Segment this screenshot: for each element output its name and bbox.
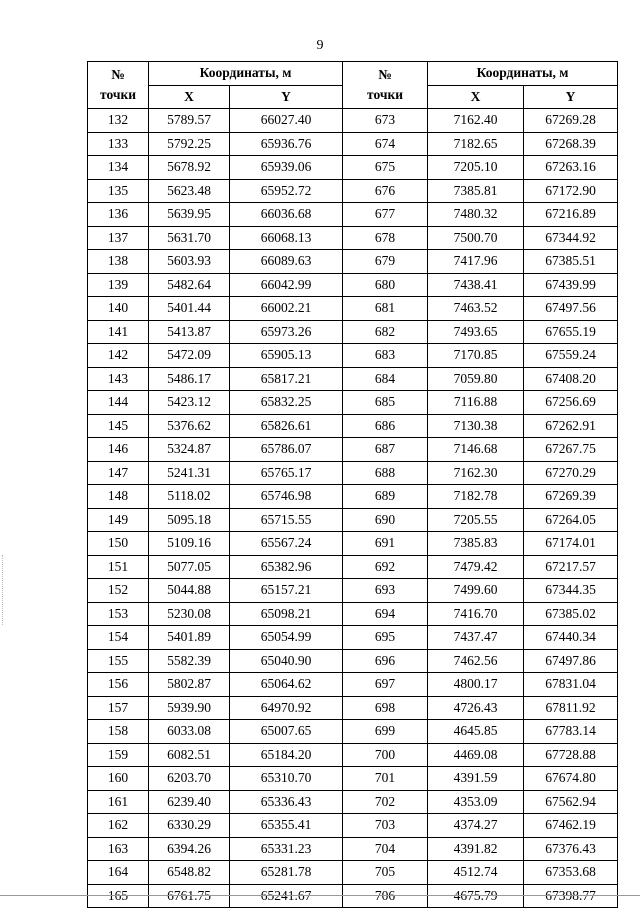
- y-cell-right: 67270.29: [524, 461, 618, 485]
- table-row: [88, 555, 618, 579]
- x-cell-right: 7480.32: [428, 203, 524, 227]
- table-row: [88, 696, 618, 720]
- x-cell: 5401.89: [149, 626, 230, 650]
- x-cell-right: 4645.85: [428, 720, 524, 744]
- point-number-cell: 163: [88, 837, 149, 861]
- y-cell: 66027.40: [230, 109, 343, 133]
- table-row: [88, 649, 618, 673]
- y-cell-right: 67216.89: [524, 203, 618, 227]
- y-cell: 64970.92: [230, 696, 343, 720]
- y-cell: 65567.24: [230, 532, 343, 556]
- point-number-cell-right: 685: [343, 391, 428, 415]
- x-cell-right: 4675.79: [428, 884, 524, 908]
- y-cell-right: 67172.90: [524, 179, 618, 203]
- point-number-cell-right: 674: [343, 132, 428, 156]
- x-cell-right: 7116.88: [428, 391, 524, 415]
- point-number-symbol-right: №: [378, 67, 392, 82]
- y-cell: 65817.21: [230, 367, 343, 391]
- point-number-cell: 151: [88, 555, 149, 579]
- x-cell: 5631.70: [149, 226, 230, 250]
- point-number-cell: 157: [88, 696, 149, 720]
- point-number-word-right: точки: [367, 87, 404, 102]
- y-cell: 66036.68: [230, 203, 343, 227]
- y-cell: 65281.78: [230, 861, 343, 885]
- y-cell-right: 67344.92: [524, 226, 618, 250]
- table-row: [88, 179, 618, 203]
- point-number-cell-right: 682: [343, 320, 428, 344]
- point-number-cell-right: 700: [343, 743, 428, 767]
- point-number-symbol: №: [111, 67, 125, 82]
- point-number-cell: 147: [88, 461, 149, 485]
- x-cell-right: 7146.68: [428, 438, 524, 462]
- y-cell-right: 67398.77: [524, 884, 618, 908]
- point-number-cell: 154: [88, 626, 149, 650]
- table-row: [88, 626, 618, 650]
- x-cell-right: 7130.38: [428, 414, 524, 438]
- x-cell-right: 7182.78: [428, 485, 524, 509]
- y-cell-right: 67728.88: [524, 743, 618, 767]
- y-cell: 65746.98: [230, 485, 343, 509]
- scan-margin-mark: [2, 555, 5, 625]
- x-cell-right: 7205.55: [428, 508, 524, 532]
- point-number-cell-right: 681: [343, 297, 428, 321]
- y-cell-right: 67385.02: [524, 602, 618, 626]
- table-row: [88, 485, 618, 509]
- table-row: [88, 109, 618, 133]
- x-cell: 5324.87: [149, 438, 230, 462]
- y-cell: 65765.17: [230, 461, 343, 485]
- x-cell: 6203.70: [149, 767, 230, 791]
- x-cell: 5639.95: [149, 203, 230, 227]
- x-cell-right: 7438.41: [428, 273, 524, 297]
- point-number-cell: 149: [88, 508, 149, 532]
- x-cell-right: 4469.08: [428, 743, 524, 767]
- y-cell: 66042.99: [230, 273, 343, 297]
- table-row: [88, 320, 618, 344]
- table-row: [88, 438, 618, 462]
- x-header-right: X: [428, 85, 524, 109]
- point-number-cell: 140: [88, 297, 149, 321]
- table-row: [88, 837, 618, 861]
- point-number-cell: 132: [88, 109, 149, 133]
- y-cell-right: 67267.75: [524, 438, 618, 462]
- table-row: [88, 532, 618, 556]
- x-cell-right: 4391.59: [428, 767, 524, 791]
- table-row: [88, 743, 618, 767]
- y-cell: 65054.99: [230, 626, 343, 650]
- table-row: [88, 508, 618, 532]
- x-cell: 5939.90: [149, 696, 230, 720]
- x-cell: 5789.57: [149, 109, 230, 133]
- point-number-cell-right: 694: [343, 602, 428, 626]
- table-row: [88, 132, 618, 156]
- point-number-cell: 142: [88, 344, 149, 368]
- point-number-cell: 135: [88, 179, 149, 203]
- y-cell-right: 67831.04: [524, 673, 618, 697]
- y-cell: 65336.43: [230, 790, 343, 814]
- y-cell: 65382.96: [230, 555, 343, 579]
- x-cell: 5603.93: [149, 250, 230, 274]
- x-cell-right: 7205.10: [428, 156, 524, 180]
- table-row: [88, 461, 618, 485]
- y-cell-right: 67269.28: [524, 109, 618, 133]
- y-cell-right: 67385.51: [524, 250, 618, 274]
- x-cell-right: 7162.30: [428, 461, 524, 485]
- point-number-cell: 143: [88, 367, 149, 391]
- table-row: [88, 673, 618, 697]
- point-number-cell: 146: [88, 438, 149, 462]
- y-cell-right: 67783.14: [524, 720, 618, 744]
- point-number-cell-right: 680: [343, 273, 428, 297]
- point-number-cell-right: 691: [343, 532, 428, 556]
- x-cell: 6082.51: [149, 743, 230, 767]
- point-number-cell: 158: [88, 720, 149, 744]
- point-number-cell-right: 706: [343, 884, 428, 908]
- y-cell: 65331.23: [230, 837, 343, 861]
- point-number-cell: 165: [88, 884, 149, 908]
- x-cell-right: 7385.81: [428, 179, 524, 203]
- x-cell: 5230.08: [149, 602, 230, 626]
- y-cell-right: 67655.19: [524, 320, 618, 344]
- y-cell-right: 67408.20: [524, 367, 618, 391]
- point-number-cell-right: 704: [343, 837, 428, 861]
- x-cell-right: 4374.27: [428, 814, 524, 838]
- table-row: [88, 767, 618, 791]
- y-cell: 65939.06: [230, 156, 343, 180]
- y-cell-right: 67674.80: [524, 767, 618, 791]
- x-cell-right: 7416.70: [428, 602, 524, 626]
- point-number-cell-right: 690: [343, 508, 428, 532]
- y-cell-right: 67439.99: [524, 273, 618, 297]
- point-number-cell-right: 678: [343, 226, 428, 250]
- point-number-cell: 134: [88, 156, 149, 180]
- y-cell: 65310.70: [230, 767, 343, 791]
- point-number-cell-right: 699: [343, 720, 428, 744]
- x-cell-right: 4800.17: [428, 673, 524, 697]
- coordinates-header: Координаты, м: [149, 62, 343, 86]
- point-number-cell-right: 705: [343, 861, 428, 885]
- point-number-cell-right: 673: [343, 109, 428, 133]
- y-cell-right: 67264.05: [524, 508, 618, 532]
- y-cell: 65826.61: [230, 414, 343, 438]
- y-cell-right: 67269.39: [524, 485, 618, 509]
- x-cell: 5109.16: [149, 532, 230, 556]
- point-number-cell-right: 683: [343, 344, 428, 368]
- point-number-cell-right: 693: [343, 579, 428, 603]
- x-cell: 6394.26: [149, 837, 230, 861]
- table-row: [88, 297, 618, 321]
- x-cell-right: 7479.42: [428, 555, 524, 579]
- point-number-word: точки: [99, 87, 137, 102]
- y-cell-right: 67497.86: [524, 649, 618, 673]
- y-cell: 66089.63: [230, 250, 343, 274]
- x-cell: 6033.08: [149, 720, 230, 744]
- point-number-cell: 141: [88, 320, 149, 344]
- y-cell: 65973.26: [230, 320, 343, 344]
- x-cell-right: 7162.40: [428, 109, 524, 133]
- y-cell: 66068.13: [230, 226, 343, 250]
- x-cell: 5792.25: [149, 132, 230, 156]
- x-cell-right: 7499.60: [428, 579, 524, 603]
- point-number-cell-right: 692: [343, 555, 428, 579]
- y-header-right: Y: [524, 85, 618, 109]
- x-cell: 5413.87: [149, 320, 230, 344]
- table-header-row: [88, 62, 618, 86]
- y-cell-right: 67462.19: [524, 814, 618, 838]
- y-cell-right: 67353.68: [524, 861, 618, 885]
- point-number-cell-right: 689: [343, 485, 428, 509]
- y-cell: 65007.65: [230, 720, 343, 744]
- point-number-cell: 160: [88, 767, 149, 791]
- x-cell: 5486.17: [149, 367, 230, 391]
- point-number-cell: 136: [88, 203, 149, 227]
- x-cell-right: 7493.65: [428, 320, 524, 344]
- table-row: [88, 579, 618, 603]
- point-number-cell-right: 676: [343, 179, 428, 203]
- x-cell: 5802.87: [149, 673, 230, 697]
- coordinates-header-right: Координаты, м: [428, 62, 618, 86]
- point-number-cell-right: 675: [343, 156, 428, 180]
- y-cell-right: 67559.24: [524, 344, 618, 368]
- y-cell-right: 67811.92: [524, 696, 618, 720]
- coordinates-table: [87, 61, 618, 908]
- x-cell: 6761.75: [149, 884, 230, 908]
- y-cell: 65936.76: [230, 132, 343, 156]
- point-number-cell: 156: [88, 673, 149, 697]
- y-cell: 65064.62: [230, 673, 343, 697]
- x-cell: 5623.48: [149, 179, 230, 203]
- x-cell: 5095.18: [149, 508, 230, 532]
- y-cell-right: 67174.01: [524, 532, 618, 556]
- point-number-cell-right: 696: [343, 649, 428, 673]
- point-number-cell-right: 679: [343, 250, 428, 274]
- y-cell: 66002.21: [230, 297, 343, 321]
- point-number-cell-right: 688: [343, 461, 428, 485]
- page-number: 9: [316, 38, 324, 53]
- x-cell: 5472.09: [149, 344, 230, 368]
- y-cell-right: 67268.39: [524, 132, 618, 156]
- point-number-cell: 144: [88, 391, 149, 415]
- table-row: [88, 391, 618, 415]
- x-cell: 5582.39: [149, 649, 230, 673]
- y-cell: 65098.21: [230, 602, 343, 626]
- x-cell-right: 7500.70: [428, 226, 524, 250]
- y-cell-right: 67497.56: [524, 297, 618, 321]
- x-cell-right: 4353.09: [428, 790, 524, 814]
- page-bottom-edge: [0, 895, 640, 896]
- point-number-cell: 137: [88, 226, 149, 250]
- x-cell-right: 7059.80: [428, 367, 524, 391]
- point-number-cell-right: 701: [343, 767, 428, 791]
- point-number-cell: 161: [88, 790, 149, 814]
- point-number-cell: 162: [88, 814, 149, 838]
- table-row: [88, 814, 618, 838]
- table-row: [88, 226, 618, 250]
- y-cell: 65832.25: [230, 391, 343, 415]
- point-number-header-right: [343, 62, 428, 109]
- y-header: Y: [230, 85, 343, 109]
- x-cell-right: 7462.56: [428, 649, 524, 673]
- x-header: X: [149, 85, 230, 109]
- x-cell: 5044.88: [149, 579, 230, 603]
- y-cell-right: 67217.57: [524, 555, 618, 579]
- y-cell: 65952.72: [230, 179, 343, 203]
- point-number-cell-right: 695: [343, 626, 428, 650]
- x-cell-right: 4726.43: [428, 696, 524, 720]
- x-cell: 5077.05: [149, 555, 230, 579]
- point-number-cell: 145: [88, 414, 149, 438]
- y-cell: 65157.21: [230, 579, 343, 603]
- point-number-cell: 138: [88, 250, 149, 274]
- table-row: [88, 414, 618, 438]
- x-cell: 5118.02: [149, 485, 230, 509]
- point-number-cell: 139: [88, 273, 149, 297]
- y-cell-right: 67376.43: [524, 837, 618, 861]
- x-cell: 6548.82: [149, 861, 230, 885]
- point-number-cell-right: 677: [343, 203, 428, 227]
- x-cell-right: 4391.82: [428, 837, 524, 861]
- x-cell-right: 4512.74: [428, 861, 524, 885]
- y-cell-right: 67262.91: [524, 414, 618, 438]
- y-cell-right: 67344.35: [524, 579, 618, 603]
- point-number-cell: 152: [88, 579, 149, 603]
- table-row: [88, 790, 618, 814]
- x-cell-right: 7463.52: [428, 297, 524, 321]
- y-cell: 65040.90: [230, 649, 343, 673]
- x-cell-right: 7437.47: [428, 626, 524, 650]
- x-cell: 5482.64: [149, 273, 230, 297]
- point-number-cell-right: 684: [343, 367, 428, 391]
- y-cell: 65355.41: [230, 814, 343, 838]
- point-number-header: [88, 62, 149, 109]
- table-row: [88, 720, 618, 744]
- y-cell-right: 67562.94: [524, 790, 618, 814]
- x-cell: 5678.92: [149, 156, 230, 180]
- x-cell-right: 7182.65: [428, 132, 524, 156]
- point-number-cell: 148: [88, 485, 149, 509]
- y-cell: 65715.55: [230, 508, 343, 532]
- point-number-cell-right: 703: [343, 814, 428, 838]
- point-number-cell: 133: [88, 132, 149, 156]
- point-number-cell: 164: [88, 861, 149, 885]
- point-number-cell-right: 687: [343, 438, 428, 462]
- table-row: [88, 203, 618, 227]
- y-cell: 65905.13: [230, 344, 343, 368]
- table-row: [88, 156, 618, 180]
- y-cell-right: 67263.16: [524, 156, 618, 180]
- point-number-cell-right: 697: [343, 673, 428, 697]
- point-number-cell-right: 686: [343, 414, 428, 438]
- point-number-cell: 153: [88, 602, 149, 626]
- x-cell: 6330.29: [149, 814, 230, 838]
- table-row: [88, 367, 618, 391]
- y-cell: 65184.20: [230, 743, 343, 767]
- table-row: [88, 273, 618, 297]
- table-row: [88, 861, 618, 885]
- x-cell: 5241.31: [149, 461, 230, 485]
- y-cell-right: 67440.34: [524, 626, 618, 650]
- table-row: [88, 250, 618, 274]
- table-row: [88, 344, 618, 368]
- x-cell: 5376.62: [149, 414, 230, 438]
- table-row: [88, 602, 618, 626]
- y-cell-right: 67256.69: [524, 391, 618, 415]
- y-cell: 65786.07: [230, 438, 343, 462]
- point-number-cell-right: 698: [343, 696, 428, 720]
- x-cell: 5423.12: [149, 391, 230, 415]
- point-number-cell-right: 702: [343, 790, 428, 814]
- x-cell: 5401.44: [149, 297, 230, 321]
- y-cell: 65241.67: [230, 884, 343, 908]
- point-number-cell: 155: [88, 649, 149, 673]
- x-cell: 6239.40: [149, 790, 230, 814]
- x-cell-right: 7170.85: [428, 344, 524, 368]
- point-number-cell: 150: [88, 532, 149, 556]
- point-number-cell: 159: [88, 743, 149, 767]
- x-cell-right: 7417.96: [428, 250, 524, 274]
- x-cell-right: 7385.83: [428, 532, 524, 556]
